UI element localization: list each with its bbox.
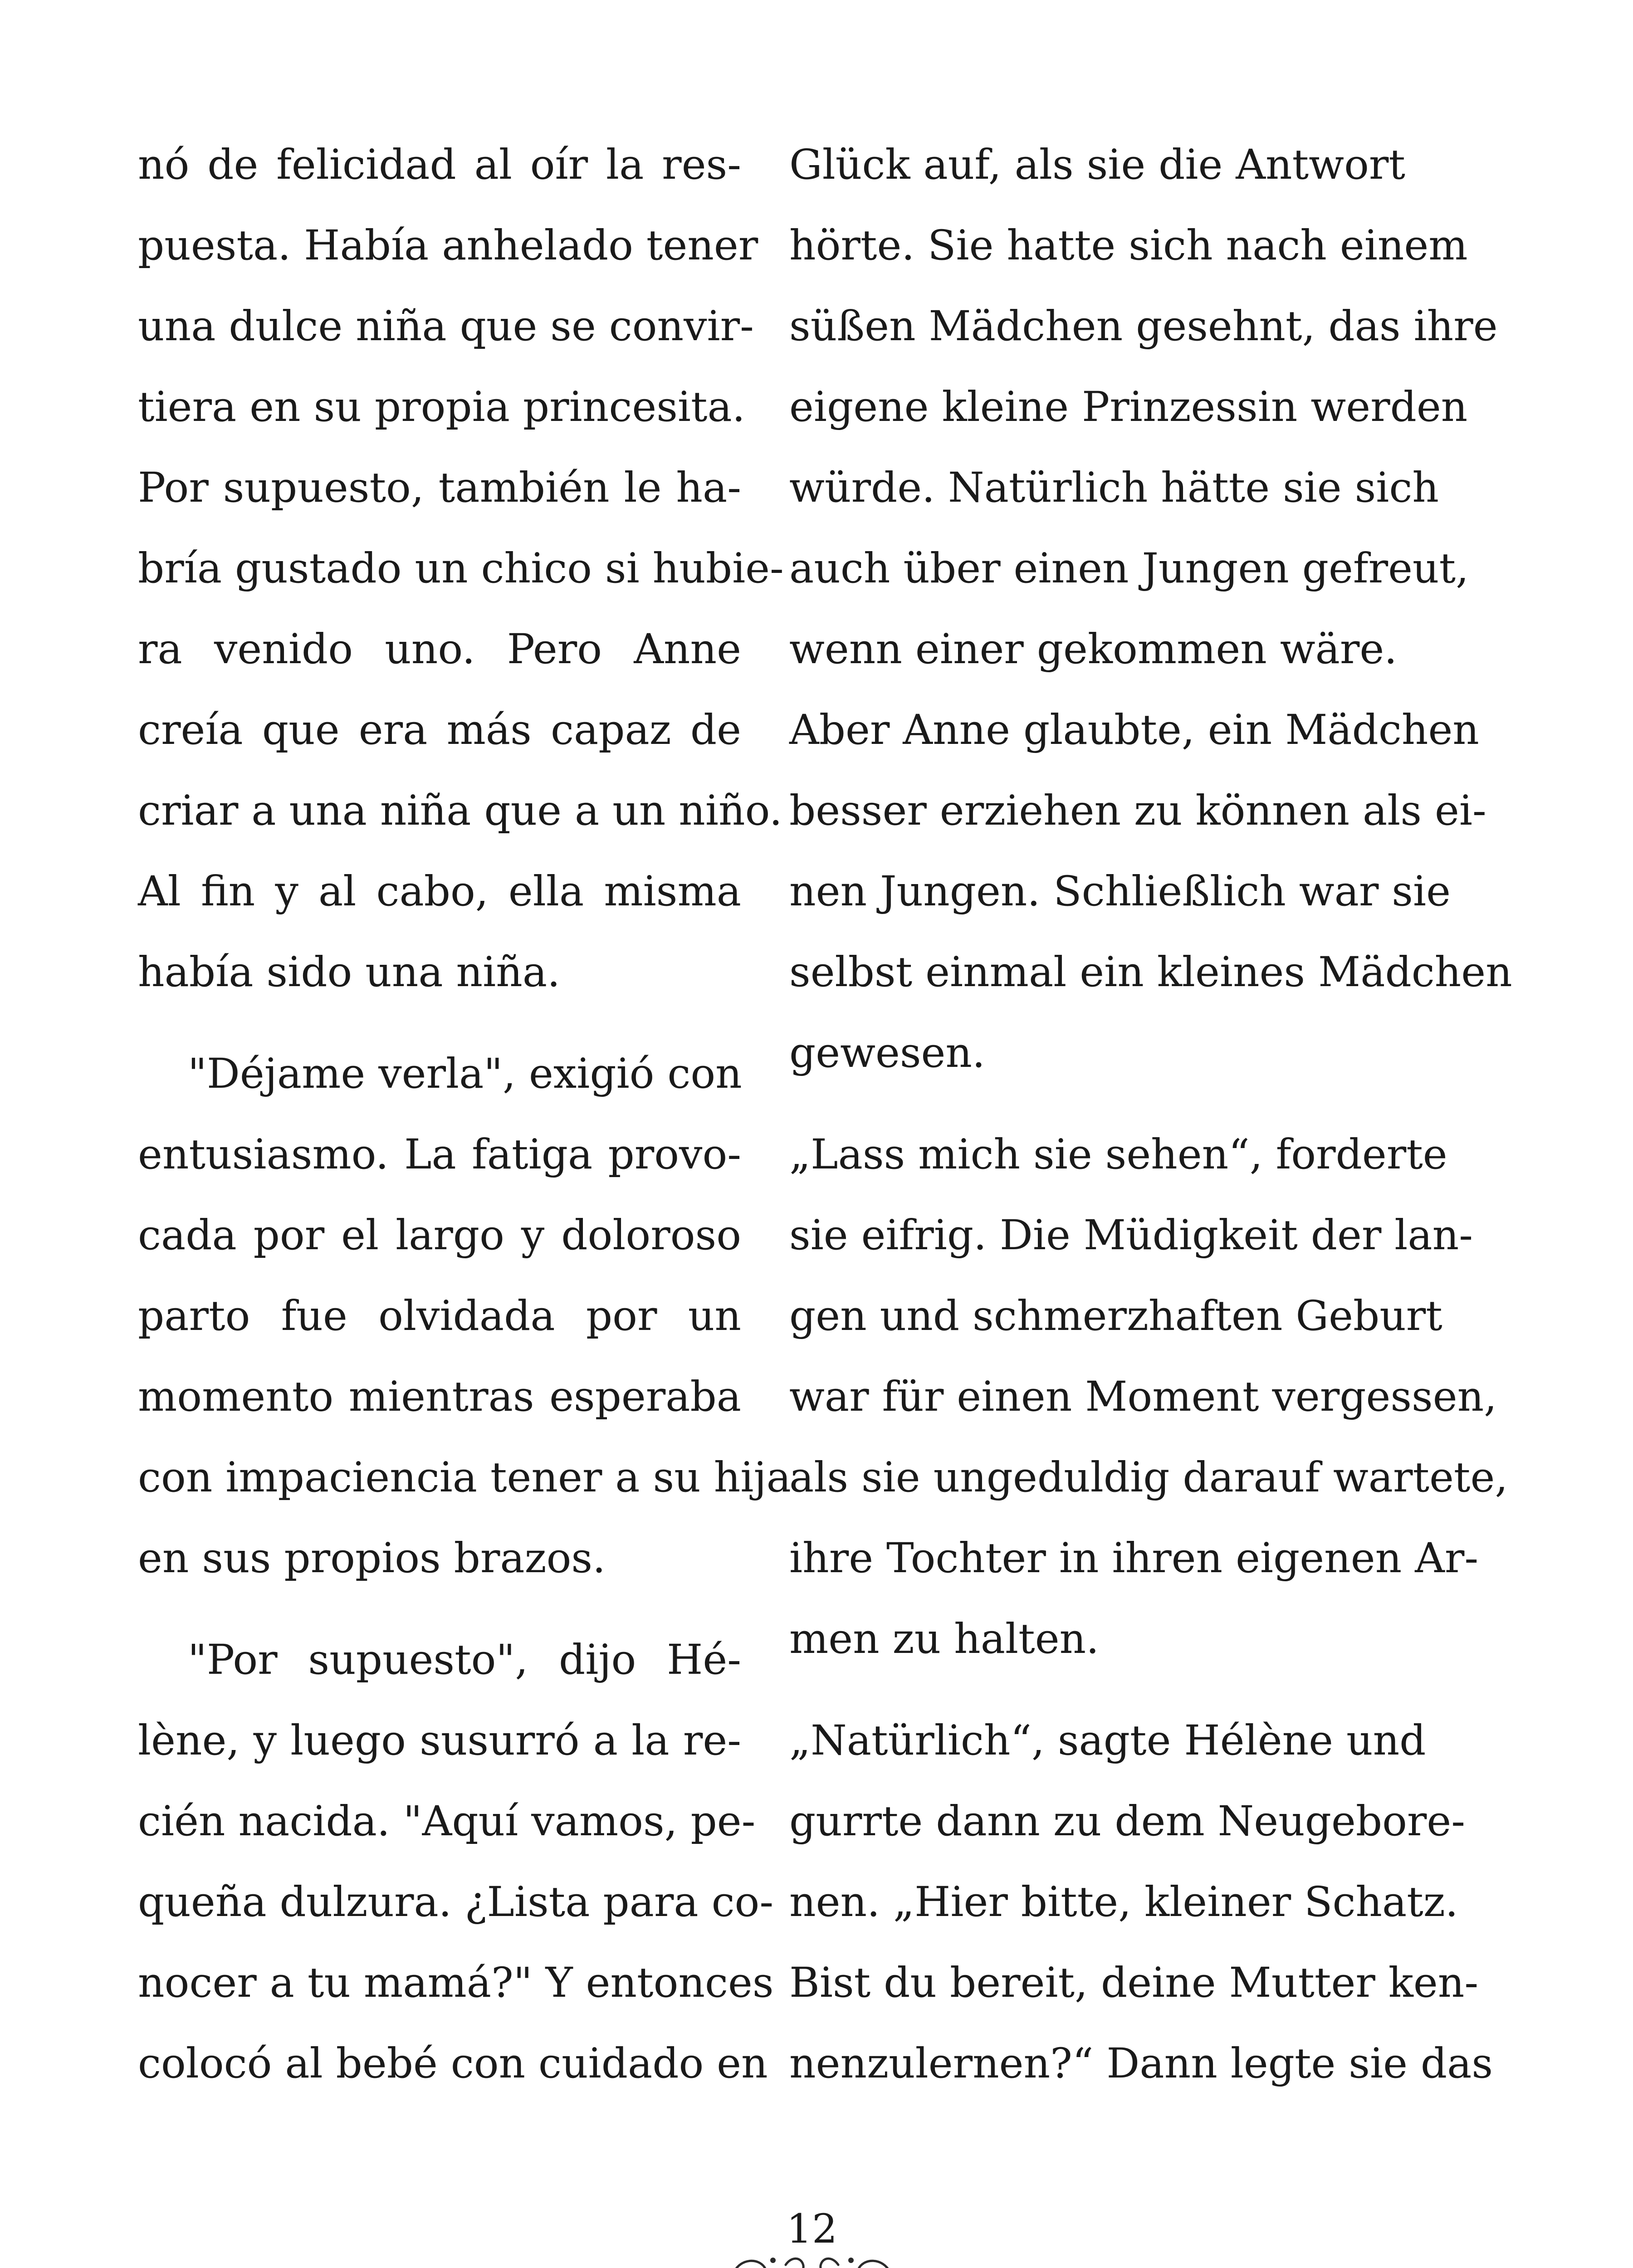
spanish-paragraph-start: "Déjame verla", exigió con	[188, 1050, 742, 1098]
german-line: Aber Anne glaubte, ein Mädchen	[789, 706, 1479, 754]
page-number: 12	[787, 2205, 837, 2252]
spanish-line: momento mientras esperaba	[138, 1373, 741, 1421]
spanish-line: cién nacida. "Aquí vamos, pe-	[138, 1798, 756, 1845]
german-line: nen Jungen. Schließlich war sie	[789, 868, 1451, 915]
german-line: auch über einen Jungen gefreut,	[789, 545, 1469, 592]
spanish-line: ra venido uno. Pero Anne	[138, 626, 741, 673]
german-line: nen. „Hier bitte, kleiner Schatz.	[789, 1878, 1458, 1926]
german-line: wenn einer gekommen wäre.	[789, 626, 1398, 673]
german-line: gewesen.	[789, 1029, 985, 1077]
spanish-line: tiera en su propia princesita.	[138, 383, 745, 431]
spanish-line: Al fin y al cabo, ella misma	[138, 868, 741, 915]
german-paragraph-start: „Lass mich sie sehen“, forderte	[789, 1131, 1447, 1178]
spanish-line: con impaciencia tener a su hija	[138, 1454, 791, 1501]
german-line: Bist du bereit, deine Mutter ken-	[789, 1959, 1479, 2007]
german-line: selbst einmal ein kleines Mädchen	[789, 948, 1512, 996]
spanish-line: creía que era más capaz de	[138, 706, 741, 754]
spanish-line: una dulce niña que se convir-	[138, 303, 754, 350]
spanish-line: bría gustado un chico si hubie-	[138, 545, 784, 592]
page-footer	[726, 2205, 898, 2268]
german-line: hörte. Sie hatte sich nach einem	[789, 222, 1468, 269]
german-line: besser erziehen zu können als ei-	[789, 787, 1486, 835]
spanish-line: criar a una niña que a un niño.	[138, 787, 782, 835]
flourish-ornament-icon	[726, 2234, 898, 2268]
german-paragraph-start: „Natürlich“, sagte Hélène und	[789, 1717, 1426, 1765]
spanish-line: queña dulzura. ¿Lista para co-	[138, 1878, 774, 1926]
spanish-line: puesta. Había anhelado tener	[138, 222, 758, 269]
german-line: eigene kleine Prinzessin werden	[789, 383, 1468, 431]
spanish-line: entusiasmo. La fatiga provo-	[138, 1131, 741, 1178]
german-line: war für einen Moment vergessen,	[789, 1373, 1497, 1421]
spanish-paragraph-start: "Por supuesto", dijo Hé-	[188, 1636, 741, 1684]
german-line: gen und schmerzhaften Geburt	[789, 1292, 1442, 1340]
german-line: würde. Natürlich hätte sie sich	[789, 464, 1439, 512]
german-line: nenzulernen?“ Dann legte sie das	[789, 2040, 1493, 2087]
spanish-line: había sido una niña.	[138, 948, 561, 996]
spanish-line: Por supuesto, también le ha-	[138, 464, 741, 512]
spanish-line: parto fue olvidada por un	[138, 1292, 741, 1340]
german-line: sie eifrig. Die Müdigkeit der lan-	[789, 1212, 1473, 1259]
spanish-line: nocer a tu mamá?" Y entonces	[138, 1959, 774, 2007]
german-line: süßen Mädchen gesehnt, das ihre	[789, 303, 1498, 350]
spanish-line: en sus propios brazos.	[138, 1535, 606, 1582]
german-line: men zu halten.	[789, 1615, 1100, 1663]
german-line: Glück auf, als sie die Antwort	[789, 141, 1405, 189]
spanish-line: lène, y luego susurró a la re-	[138, 1717, 741, 1765]
german-line: gurrte dann zu dem Neugebore-	[789, 1798, 1465, 1845]
spanish-line: colocó al bebé con cuidado en	[138, 2040, 768, 2087]
german-line: als sie ungeduldig darauf wartete,	[789, 1454, 1508, 1501]
spanish-line: nó de felicidad al oír la res-	[138, 141, 741, 189]
spanish-line: cada por el largo y doloroso	[138, 1212, 741, 1259]
german-line: ihre Tochter in ihren eigenen Ar-	[789, 1535, 1479, 1582]
